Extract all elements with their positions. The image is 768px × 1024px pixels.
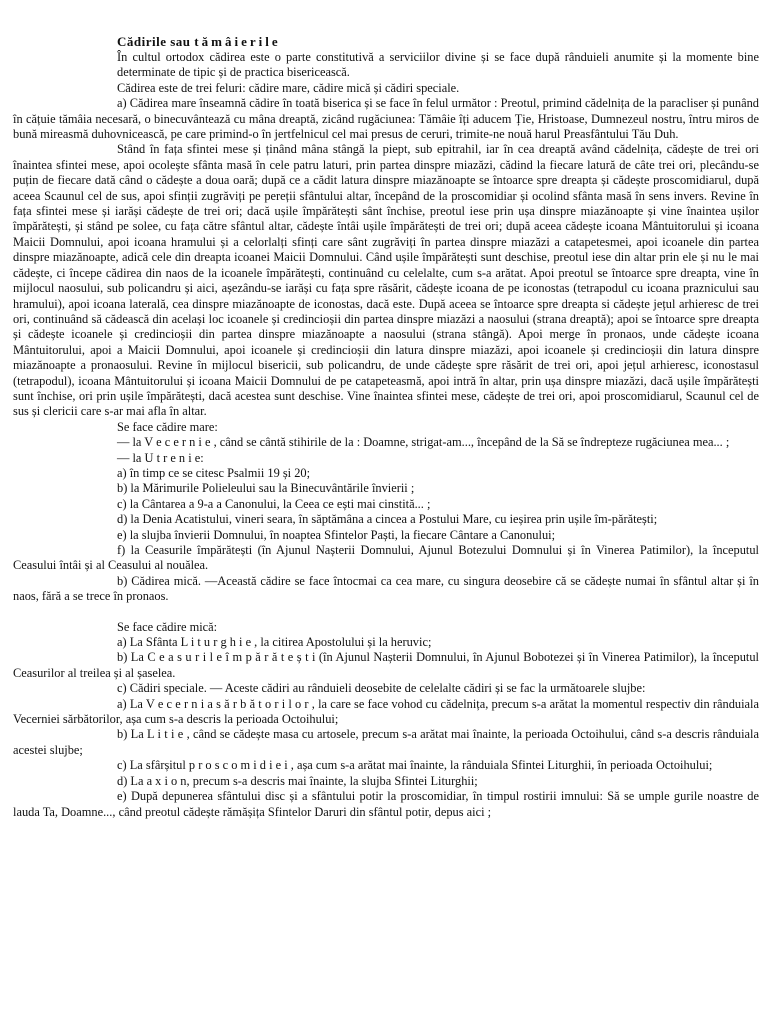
paragraph: f) la Ceasurile împărătești (în Ajunul Nașterii Domnului, Ajunul Botezului Domnului și în Vinerea Patimilor), la începutul Ceasului întâi și al Ceasului al nouălea. <box>13 543 759 573</box>
paragraph: d) La a x i o n, precum s-a descris mai înainte, la slujba Sfintei Liturghii; <box>117 773 478 788</box>
title-text-a: Cădirile sau <box>117 34 195 49</box>
paragraph: b) La L i t i e , când se cădește masa cu artosele, precum s-a arătat mai înainte, la perioada Octoihului, când s-a descris rânduiala acestei slujbe; <box>13 727 759 757</box>
paragraph: e) După depunerea sfântului disc și a sfântului potir la proscomidiar, în timpul rostirii imnului: Să se umple gurile noastre de lauda Ta, Doamne..., când preotul cădește rămășița Sfintelor Daruri din sfântul potir, depus aici ; <box>13 789 759 819</box>
paragraph-gap <box>117 605 759 620</box>
paragraph: a) Cădirea mare înseamnă cădire în toată biserica și se face în felul următor : Preotul, primind cădelnița de la paracliser și punând în cățuie tămâia necesară, o binecuvântează cu mâna dreaptă, zicând rugăciunea: Tămâie îți aducem Ție, Hristoase, Dumnezeul nostru, întru miros de bună mireasmă duhovnicească, pe care primind-o în jertfelnicul cel mai presus de ceruri, trimite-ne nouă harul Preasfântului Tău Duh. <box>13 96 759 142</box>
paragraph: Cădirea este de trei feluri: cădire mare, cădire mică și cădiri speciale. <box>117 80 460 95</box>
document-title <box>117 34 759 50</box>
paragraph: a) La V e c e r n i a s ă r b ă t o r i l o r , la care se face vohod cu cădelnița, precum s-a arătat la momentul respectiv din rânduiala Vecerniei sărbătorilor, așa cum s-a descris la perioada Octoihului; <box>13 696 759 727</box>
paragraph: e) la slujba învierii Domnului, în noaptea Sfintelor Paști, la fiecare Cântare a Canonului; <box>117 527 556 542</box>
paragraph: b) Cădirea mică. —Această cădire se face întocmai ca cea mare, cu singura deosebire că se cădește numai în sfântul altar și în naos, fără a se trece în pronaos. <box>13 573 759 604</box>
paragraph: Se face cădire mică: <box>117 619 218 634</box>
paragraph: În cultul ortodox cădirea este o parte constitutivă a serviciilor divine și se face după rânduieli anumite și la momente bine determinate de tipic și de practica bisericească. <box>117 50 759 80</box>
paragraph: Stând în fața sfintei mese și ținând mâna stângă la piept, sub epitrahil, iar în cea dreaptă având cădelnița, cădește de trei ori înaintea sfintei mese, apoi ocolește sfânta masă în cele patru laturi, prin partea dinspre miazăzi, cădind la fiecare latură de câte trei ori, plecându-se puțin de fiecare dată când o cădește a doua oară; după ce a cădit latura dinspre miazănoapte se întoarce spre dreapta și cădește proscomidiarul, după aceea Scaunul cel de sus, apoi sfinții zugrăviți pe pereții sfântului altar, începând de la proscomidiar și ocolind sfânta masă în sens invers. Revine în fața sfintei mese și iarăși cădește de trei ori; dacă ușile împărătești sânt închise, preotul iese prin ușa dinspre miazănoapte și vine înaintea ușilor împărătești, și stând pe solee, cu fața către sfântul altar, cădește întâi ușile împărătești de trei ori; după aceea cădește icoana Mântuitorului și icoana Maicii Domnului, apoi icoana hramului și a celorlalți sfinți care sânt zugrăviți în partea dinspre miazăzi a catapetesmei, apoi icoanele din partea dinspre miazănoapte, adică cele din dreapta icoanei Maicii Domnului. Când ușile împărătești sunt deschise, preotul iese din altar prin ele și nu le mai cădește, ci începe cădirea din naos de la icoanele împărătești, continuând cu celelalte, cum s-a arătat. Apoi preotul se întoarce spre dreapta, vine în mijlocul naosului, sub policandru și aici, așezându-se iarăși cu fața spre răsărit, cădește icoana de pe iconostas (tetrapodul cu icoana praznicului sau hramului), apoi icoana laterală, cea dinspre miazănoapte de iconostas, dacă este. După aceea se întoarce spre dreapta si cădește jețul arhieresc de trei ori, continuând să cădească din același loc icoanele și credincioșii din partea dinspre miazăzi a naosului (strana dreaptă); apoi se întoarce spre dreapta și cădește icoanele și credincioșii din partea dinspre miazănoapte a naosului (strana stângă). Apoi merge în pronaos, unde cădește icoana Mântuitorului, apoi a Maicii Domnului, apoi icoanele și credincioșii din latura dinspre miazăzi, apoi icoanele și credincioșii din latura dinspre miazănoapte a pronaosului. Revine în mijlocul bisericii, sub policandru, de unde cădește spre răsărit de trei ori, apoi jețul arhieresc, iconostasul (tetrapodul), icoana Mântuitorului și icoana Maicii Domnului de pe catapeteasmă, apoi intră în altar, prin ușa dinspre miazăzi, dacă ușile împărătești sunt închise, ori prin ușile împărătești, dacă acestea sunt deschise. Vine înaintea sfintei mese, cădește de trei ori, apoi proscomidiarul, Scaunul cel de sus și clericii care s-ar mai afla în altar. <box>13 142 759 419</box>
paragraph: b) la Mărimurile Polieleului sau la Binecuvântările învierii ; <box>117 481 415 496</box>
paragraph: a) La Sfânta L i t u r g h i e , la citirea Apostolului și la heruvic; <box>117 635 432 650</box>
paragraph: d) la Denia Acatistului, vineri seara, în săptămâna a cincea a Postului Mare, cu ieșirea prin ușile îm-părătești; <box>117 512 658 527</box>
paragraph: b) La C e a s u r i l e î m p ă r ă t e ș t i (în Ajunul Nașterii Domnului, în Ajunul Bobotezei și în Vinerea Patimilor), la începutul Ceasurilor al treilea și al șaselea. <box>13 650 759 680</box>
title-text-b: tămâierile <box>194 34 281 49</box>
paragraph: c) La sfârșitul p r o s c o m i d i e i , așa cum s-a arătat mai înainte, la rânduiala Sfintei Liturghii, în perioada Octoihului; <box>117 758 713 773</box>
paragraph: c) la Cântarea a 9-a a Canonului, la Ceea ce ești mai cinstită... ; <box>117 496 431 511</box>
paragraph: — la U t r e n i e: <box>117 450 204 465</box>
paragraph: Se face cădire mare: <box>117 419 218 434</box>
paragraph: c) Cădiri speciale. — Aceste cădiri au rânduieli deosebite de celelalte cădiri și se fac la următoarele slujbe: <box>117 681 646 696</box>
paragraph: a) în timp ce se citesc Psalmii 19 și 20; <box>117 465 311 480</box>
paragraph: — la V e c e r n i e , când se cântă stihirile de la : Doamne, strigat-am..., începând de la Să se îndrepteze rugăciunea mea... ; <box>117 435 730 450</box>
